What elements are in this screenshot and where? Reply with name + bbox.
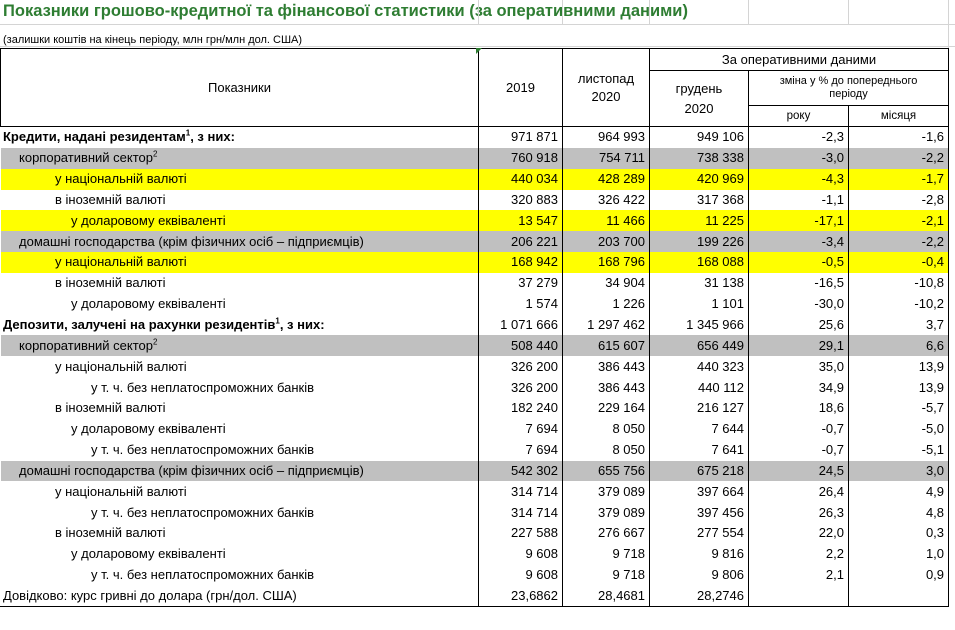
header-operative: За оперативними даними bbox=[650, 49, 949, 71]
cell-nov: 8 050 bbox=[563, 440, 650, 461]
cell-dec: 656 449 bbox=[650, 335, 749, 356]
cell-month: -10,8 bbox=[849, 273, 949, 294]
cell-v2019: 326 200 bbox=[479, 377, 563, 398]
cell-dec: 9 806 bbox=[650, 565, 749, 586]
row-label-text: домашні господарства (крім фізичних осіб – підприємців) bbox=[19, 462, 364, 478]
row-label-text: у доларовому еквіваленті bbox=[71, 212, 226, 228]
row-label bbox=[1, 440, 479, 461]
table-row bbox=[1, 252, 949, 273]
row-label bbox=[1, 169, 479, 190]
cell-year: -0,7 bbox=[749, 440, 849, 461]
cell-dec: 949 106 bbox=[650, 127, 749, 148]
row-label bbox=[1, 252, 479, 273]
cell-dec: 11 225 bbox=[650, 210, 749, 231]
cell-dec: 7 641 bbox=[650, 440, 749, 461]
table-row bbox=[1, 148, 949, 169]
row-label-text: у доларовому еквіваленті bbox=[71, 421, 226, 437]
cell-dec: 397 664 bbox=[650, 481, 749, 502]
cell-year: 25,6 bbox=[749, 315, 849, 336]
row-label-text: Довідково: курс гривні до долара (грн/дол. США) bbox=[3, 587, 297, 603]
table-row bbox=[1, 461, 949, 482]
row-label-text: домашні господарства (крім фізичних осіб – підприємців) bbox=[19, 233, 364, 249]
row-label-suffix: , з них: bbox=[279, 317, 325, 333]
cell-year: 26,4 bbox=[749, 481, 849, 502]
cell-nov: 379 089 bbox=[563, 481, 650, 502]
cell-month: -0,4 bbox=[849, 252, 949, 273]
cell-month: 4,9 bbox=[849, 481, 949, 502]
gridline bbox=[748, 0, 749, 24]
cell-year: 35,0 bbox=[749, 356, 849, 377]
cell-month: 13,9 bbox=[849, 356, 949, 377]
cell-v2019: 1 574 bbox=[479, 294, 563, 315]
row-label-suffix: , з них: bbox=[190, 129, 235, 145]
row-label bbox=[1, 481, 479, 502]
table-row bbox=[1, 210, 949, 231]
cell-month: 3,7 bbox=[849, 315, 949, 336]
gridline bbox=[478, 0, 479, 24]
cell-dec: 28,2746 bbox=[650, 586, 749, 607]
table-row bbox=[1, 502, 949, 523]
cell-dec: 168 088 bbox=[650, 252, 749, 273]
row-label-text: у т. ч. без неплатоспроможних банків bbox=[91, 504, 314, 520]
cell-nov: 9 718 bbox=[563, 544, 650, 565]
cell-dec: 317 368 bbox=[650, 190, 749, 211]
cell-nov: 203 700 bbox=[563, 231, 650, 252]
header-month: місяця bbox=[849, 106, 949, 127]
table-row bbox=[1, 586, 949, 607]
row-label bbox=[1, 148, 479, 169]
table-row bbox=[1, 127, 949, 148]
cell-year: -16,5 bbox=[749, 273, 849, 294]
cell-v2019: 508 440 bbox=[479, 335, 563, 356]
cell-year: 24,5 bbox=[749, 461, 849, 482]
cell-year: 18,6 bbox=[749, 398, 849, 419]
cell-nov: 276 667 bbox=[563, 523, 650, 544]
cell-v2019: 314 714 bbox=[479, 481, 563, 502]
row-label bbox=[1, 335, 479, 356]
cell-month: -1,6 bbox=[849, 127, 949, 148]
cell-month: -2,2 bbox=[849, 148, 949, 169]
cell-v2019: 314 714 bbox=[479, 502, 563, 523]
cell-dec: 9 816 bbox=[650, 544, 749, 565]
cell-v2019: 542 302 bbox=[479, 461, 563, 482]
cell-v2019: 168 942 bbox=[479, 252, 563, 273]
cell-nov: 964 993 bbox=[563, 127, 650, 148]
row-label bbox=[1, 315, 479, 336]
row-label-text: у національній валюті bbox=[55, 254, 187, 270]
cell-nov: 229 164 bbox=[563, 398, 650, 419]
cell-v2019: 7 694 bbox=[479, 440, 563, 461]
cell-dec: 199 226 bbox=[650, 231, 749, 252]
row-label-text: Депозити, залучені на рахунки резидентів bbox=[3, 317, 276, 333]
table-row bbox=[1, 231, 949, 252]
table-row bbox=[1, 523, 949, 544]
row-label bbox=[1, 586, 479, 607]
cell-year: -30,0 bbox=[749, 294, 849, 315]
header-november-2020 bbox=[563, 49, 650, 127]
cell-nov: 754 711 bbox=[563, 148, 650, 169]
cell-month: -10,2 bbox=[849, 294, 949, 315]
cell-dec: 420 969 bbox=[650, 169, 749, 190]
cell-year: -2,3 bbox=[749, 127, 849, 148]
cell-dec: 31 138 bbox=[650, 273, 749, 294]
cell-comment-marker bbox=[476, 48, 482, 54]
row-label bbox=[1, 544, 479, 565]
table-row bbox=[1, 335, 949, 356]
gridline bbox=[948, 0, 949, 48]
cell-year: -17,1 bbox=[749, 210, 849, 231]
row-label-text: у т. ч. без неплатоспроможних банків bbox=[91, 442, 314, 458]
cell-nov: 9 718 bbox=[563, 565, 650, 586]
gridline bbox=[0, 46, 955, 47]
row-label-text: у доларовому еквіваленті bbox=[71, 296, 226, 312]
row-label-text: у національній валюті bbox=[55, 483, 187, 499]
header-nov-month: листопад bbox=[577, 70, 635, 86]
cell-year: -3,4 bbox=[749, 231, 849, 252]
cell-month: 4,8 bbox=[849, 502, 949, 523]
cell-v2019: 971 871 bbox=[479, 127, 563, 148]
row-label bbox=[1, 398, 479, 419]
cell-year: 26,3 bbox=[749, 502, 849, 523]
cell-nov: 1 226 bbox=[563, 294, 650, 315]
cell-year: -3,0 bbox=[749, 148, 849, 169]
table-row bbox=[1, 190, 949, 211]
cell-month: -5,7 bbox=[849, 398, 949, 419]
cell-nov: 386 443 bbox=[563, 356, 650, 377]
cell-nov: 379 089 bbox=[563, 502, 650, 523]
cell-dec: 216 127 bbox=[650, 398, 749, 419]
header-indicators: Показники bbox=[1, 49, 479, 127]
cell-v2019: 227 588 bbox=[479, 523, 563, 544]
header-change bbox=[749, 71, 949, 106]
table-row bbox=[1, 398, 949, 419]
table-body bbox=[1, 127, 949, 607]
cell-v2019: 7 694 bbox=[479, 419, 563, 440]
cell-dec: 440 323 bbox=[650, 356, 749, 377]
row-label-text: у т. ч. без неплатоспроможних банків bbox=[91, 567, 314, 583]
cell-nov: 168 796 bbox=[563, 252, 650, 273]
cell-dec: 7 644 bbox=[650, 419, 749, 440]
footnote-marker: 2 bbox=[153, 149, 158, 159]
cell-year: 29,1 bbox=[749, 335, 849, 356]
row-label bbox=[1, 377, 479, 398]
table-row bbox=[1, 294, 949, 315]
cell-month bbox=[849, 586, 949, 607]
table-row bbox=[1, 544, 949, 565]
cell-month: -1,7 bbox=[849, 169, 949, 190]
cell-month: 0,3 bbox=[849, 523, 949, 544]
row-label-text: у т. ч. без неплатоспроможних банків bbox=[91, 379, 314, 395]
header-dec-year: 2020 bbox=[684, 100, 714, 116]
cell-v2019: 206 221 bbox=[479, 231, 563, 252]
row-label bbox=[1, 210, 479, 231]
header-december-2020 bbox=[650, 71, 749, 127]
page-title: Показники грошово-кредитної та фінансової статистики (за оперативними даними) bbox=[3, 2, 688, 20]
row-label-text: в іноземній валюті bbox=[55, 191, 166, 207]
cell-dec: 440 112 bbox=[650, 377, 749, 398]
row-label bbox=[1, 356, 479, 377]
cell-year: -4,3 bbox=[749, 169, 849, 190]
cell-v2019: 440 034 bbox=[479, 169, 563, 190]
cell-nov: 615 607 bbox=[563, 335, 650, 356]
cell-month: 0,9 bbox=[849, 565, 949, 586]
row-label-text: корпоративний сектор bbox=[19, 150, 154, 166]
row-label bbox=[1, 461, 479, 482]
row-label bbox=[1, 502, 479, 523]
header-change-line1: зміна у % до попереднього bbox=[779, 75, 918, 87]
gridline bbox=[848, 0, 849, 24]
cell-nov: 28,4681 bbox=[563, 586, 650, 607]
cell-year: 22,0 bbox=[749, 523, 849, 544]
cell-month: 13,9 bbox=[849, 377, 949, 398]
header-year: року bbox=[749, 106, 849, 127]
header-dec-month: грудень bbox=[675, 80, 723, 96]
row-label bbox=[1, 231, 479, 252]
cell-v2019: 182 240 bbox=[479, 398, 563, 419]
cell-dec: 738 338 bbox=[650, 148, 749, 169]
row-label bbox=[1, 294, 479, 315]
gridline bbox=[0, 24, 955, 25]
row-label-text: в іноземній валюті bbox=[55, 400, 166, 416]
table-row bbox=[1, 481, 949, 502]
cell-month: 1,0 bbox=[849, 544, 949, 565]
statistics-table bbox=[0, 48, 949, 607]
cell-nov: 34 904 bbox=[563, 273, 650, 294]
cell-nov: 386 443 bbox=[563, 377, 650, 398]
table-row bbox=[1, 169, 949, 190]
cell-month: 6,6 bbox=[849, 335, 949, 356]
cell-month: -2,1 bbox=[849, 210, 949, 231]
row-label-text: корпоративний сектор bbox=[19, 337, 154, 353]
cell-year: -0,5 bbox=[749, 252, 849, 273]
cell-nov: 655 756 bbox=[563, 461, 650, 482]
cell-dec: 1 101 bbox=[650, 294, 749, 315]
cell-nov: 11 466 bbox=[563, 210, 650, 231]
row-label bbox=[1, 565, 479, 586]
row-label bbox=[1, 419, 479, 440]
row-label-text: Кредити, надані резидентам bbox=[3, 129, 186, 145]
row-label-text: в іноземній валюті bbox=[55, 525, 166, 541]
row-label-text: у національній валюті bbox=[55, 171, 187, 187]
cell-nov: 8 050 bbox=[563, 419, 650, 440]
cell-v2019: 13 547 bbox=[479, 210, 563, 231]
cell-month: -2,2 bbox=[849, 231, 949, 252]
cell-month: -5,0 bbox=[849, 419, 949, 440]
row-label bbox=[1, 273, 479, 294]
header-change-line2: періоду bbox=[829, 88, 868, 100]
cell-month: 3,0 bbox=[849, 461, 949, 482]
table-row bbox=[1, 440, 949, 461]
cell-year: 2,1 bbox=[749, 565, 849, 586]
cell-v2019: 326 200 bbox=[479, 356, 563, 377]
cell-v2019: 760 918 bbox=[479, 148, 563, 169]
cell-dec: 397 456 bbox=[650, 502, 749, 523]
table-row bbox=[1, 377, 949, 398]
cell-nov: 326 422 bbox=[563, 190, 650, 211]
row-label bbox=[1, 127, 479, 148]
footnote-marker: 1 bbox=[185, 129, 191, 139]
cell-nov: 428 289 bbox=[563, 169, 650, 190]
cell-year: 2,2 bbox=[749, 544, 849, 565]
row-label-text: в іноземній валюті bbox=[55, 275, 166, 291]
table-row bbox=[1, 273, 949, 294]
cell-v2019: 37 279 bbox=[479, 273, 563, 294]
cell-year: -1,1 bbox=[749, 190, 849, 211]
header-nov-year: 2020 bbox=[591, 88, 621, 104]
footnote-marker: 2 bbox=[153, 337, 158, 347]
row-label-text: у національній валюті bbox=[55, 358, 187, 374]
table-row bbox=[1, 315, 949, 336]
gridline bbox=[562, 0, 563, 24]
table-row bbox=[1, 565, 949, 586]
row-label-text: у доларовому еквіваленті bbox=[71, 546, 226, 562]
gridline bbox=[649, 0, 650, 24]
header-2019: 2019 bbox=[479, 49, 563, 127]
cell-v2019: 1 071 666 bbox=[479, 315, 563, 336]
cell-v2019: 9 608 bbox=[479, 544, 563, 565]
page-subtitle: (залишки коштів на кінець періоду, млн грн/млн дол. США) bbox=[3, 34, 303, 46]
cell-year bbox=[749, 586, 849, 607]
table-row bbox=[1, 356, 949, 377]
cell-v2019: 23,6862 bbox=[479, 586, 563, 607]
cell-v2019: 9 608 bbox=[479, 565, 563, 586]
cell-v2019: 320 883 bbox=[479, 190, 563, 211]
cell-dec: 1 345 966 bbox=[650, 315, 749, 336]
footnote-marker: 1 bbox=[275, 316, 280, 326]
table-row bbox=[1, 419, 949, 440]
row-label bbox=[1, 523, 479, 544]
cell-year: -0,7 bbox=[749, 419, 849, 440]
cell-month: -2,8 bbox=[849, 190, 949, 211]
row-label bbox=[1, 190, 479, 211]
cell-year: 34,9 bbox=[749, 377, 849, 398]
cell-nov: 1 297 462 bbox=[563, 315, 650, 336]
cell-dec: 277 554 bbox=[650, 523, 749, 544]
cell-month: -5,1 bbox=[849, 440, 949, 461]
cell-dec: 675 218 bbox=[650, 461, 749, 482]
